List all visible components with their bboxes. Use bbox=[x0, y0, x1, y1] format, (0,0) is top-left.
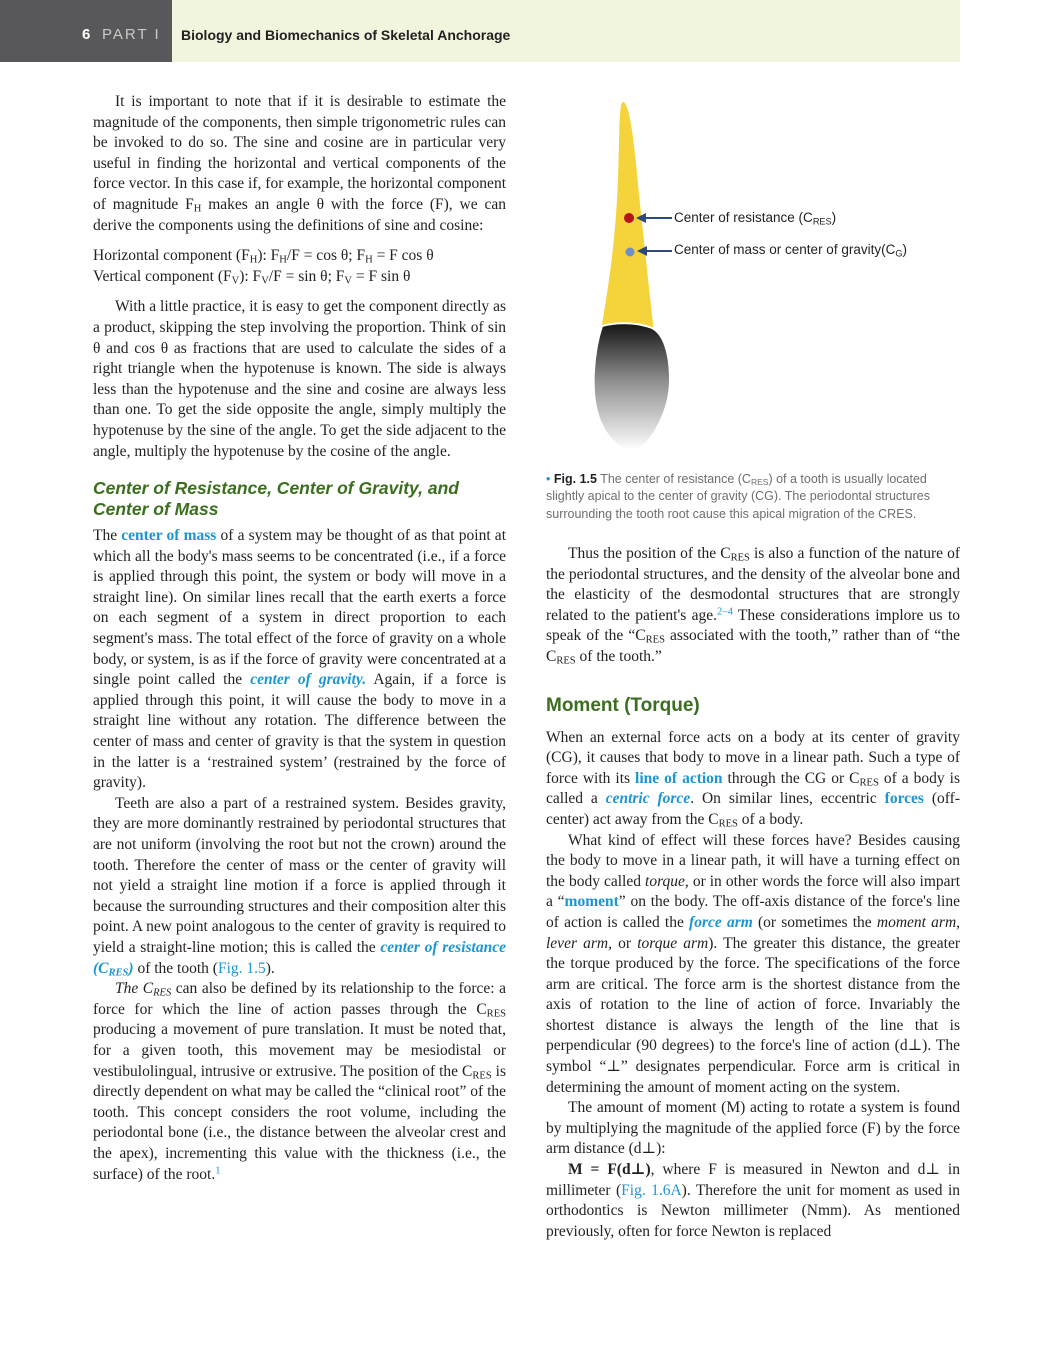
equation-vertical: Vertical component $(F_V)$: $F_V/F = \sin \theta$; $F_V = F$ sin θ bbox=[93, 267, 411, 287]
paragraph-teeth-restrained: Teeth are also a part of a restrained system. Besides gravity, they are more dominantly restrained by periodontal structures that are not uniform (involving the root but not the crown) around the tooth. Therefore the center of mass or the center of gravity will not yield a straight line motion if a force is applied through it because the surrounding structures and their composition alter this point. A new point analogous to the center of gravity is required to yield a straight-line motion; this is called the center of resistance $(C_{RES})$ of the tooth (Fig. 1.5). bbox=[93, 794, 506, 979]
section-heading-center-of-resistance: Center of Resistance, Center of Gravity, and Center of Mass bbox=[93, 478, 459, 520]
cg-dot bbox=[626, 248, 635, 257]
left-column bbox=[93, 92, 506, 1185]
ref-1-link[interactable]: 1 bbox=[215, 1165, 221, 1177]
equation-horizontal: Horizontal component $(F_H)$: $F_H/F = \cos \theta$; $F_H = F$ cos θ bbox=[93, 247, 434, 266]
paragraph-center-of-mass: The center of mass of a system may be thought of as that point at which all the body's mass seems to be concentrated (i.e., if a force is applied through this point, the system or body will move in a straight line). On similar lines recall that the earth exerts a force on each segment of a system in direct proportion to each segment's mass. The total effect of the force of gravity on a whole body, or system, is as if the force of gravity were concentrated at a single point called the center of gravity. Again, if a force is applied through this point, it will cause the body to move in a straight line without any rotation. The difference between the center of mass and center of gravity is that the system in question in the latter is a ‘restrained system’ (restrained by the force of gravity). bbox=[93, 527, 506, 792]
tooth-illustration bbox=[546, 90, 960, 460]
formula-moment: M = F(d⊥) bbox=[568, 1161, 651, 1179]
figure-caption: • Fig. 1.5 The center of resistance $(C_{RES})$ of a tooth is usually located slightly apical to the center of gravity (CG). The periodontal structures surrounding the tooth root cause this apical migration of the CRES. bbox=[546, 472, 930, 521]
paragraph-practice: With a little practice, it is easy to get the component directly as a product, skipping the step involving the proportion. Think of sin θ and cos θ as fractions that are used to calculate the sides of a right triangle when the hypotenuse is known. The side is always less than the hypotenuse and the sine and cosine are always less than one. To get the side opposite the angle, simply multiply the hypotenuse by the sine of the angle. To get the side adjacent to the angle, multiply the hypotenuse by the cosine of the angle. bbox=[93, 298, 506, 460]
running-title: Biology and Biomechanics of Skeletal Anchorage bbox=[181, 27, 511, 43]
term-center-of-resistance: center of resistance $(C_{RES})$ bbox=[93, 938, 506, 979]
fig-1-5-link[interactable]: Fig. 1.5 bbox=[217, 959, 266, 977]
paragraph-cres-position: Thus the position of the $C_{RES}$ is also a function of the nature of the periodontal structures, and the density of the alveolar bone and the elasticity of the desmodontal structures that are strongly related to the patient's age.$^{2-4}$ These considerations implore us to speak of the “$C_{RES}$ associated with the tooth,” rather than of “the $C_{RES}$ of the tooth.” bbox=[546, 545, 961, 667]
figure-1-5 bbox=[546, 90, 960, 460]
term-force-arm: force arm bbox=[689, 913, 753, 931]
page-number: 6 bbox=[82, 26, 91, 43]
term-forces: forces bbox=[884, 790, 924, 808]
term-center-of-gravity: center of gravity. bbox=[250, 671, 367, 689]
term-center-of-mass: center of mass bbox=[121, 527, 217, 545]
cres-dot bbox=[624, 213, 634, 223]
term-line-of-action: line of action bbox=[635, 769, 723, 787]
paragraph-trig: It is important to note that if it is desirable to estimate the magnitude of the components, then simple trigonometric rules can be invoked to do so. The sine and cosine are in particular very useful in finding the horizontal and vertical components of the force vector. In this case if, for example, the horizontal component of magnitude $F_H$ makes an angle θ with the force (F), we can derive the components using the definitions of sine and cosine: bbox=[93, 93, 506, 234]
paragraph-moment-amount: The amount of moment (M) acting to rotate a system is found by multiplying the magnitude of the applied force (F) by the force arm distance (d⊥): bbox=[546, 1099, 960, 1158]
caption-bullet: • bbox=[546, 472, 551, 486]
tooth-crown bbox=[594, 323, 670, 450]
part-label: PART I bbox=[102, 26, 161, 43]
running-header bbox=[0, 0, 960, 62]
section-heading-moment: Moment (Torque) bbox=[546, 694, 700, 716]
paragraph-centric-force: When an external force acts on a body at its center of gravity (CG), it causes that body to move in a linear path. Such a type of force with its line of action through the CG or $C_{RES}$ of a body is called a centric force. On similar lines, eccentric forces (off-center) act away from the $C_{RES}$ of a body. bbox=[546, 728, 960, 830]
term-centric-force: centric force bbox=[605, 790, 691, 808]
caption-label: Fig. 1.5 bbox=[553, 472, 597, 486]
term-moment: moment bbox=[564, 893, 619, 911]
ref-2-4-link[interactable]: 2–4 bbox=[717, 606, 733, 618]
paragraph-cres-definition: The $C_{RES}$ can also be defined by its relationship to the force: a force for which the line of action passes through the $C_{RES}$ producing a movement of pure translation. It must be noted that, for a given tooth, this movement may be mesiodistal or vestibulolingual, intrusive or extrusive. The position of the $C_{RES}$ is directly dependent on what may be called the “clinical root” of the tooth. This concept considers the root volume, including the periodontal bone (i.e., the distance between the alveolar crest and the apex), incrementing this value with the thickness (i.e., the surface) of the root.$^1$ bbox=[93, 980, 506, 1183]
fig-1-6a-link[interactable]: Fig. 1.6A bbox=[621, 1181, 682, 1199]
paragraph-moment-formula: M = F(d⊥), where F is measured in Newton and d⊥ in millimeter (Fig. 1.6A). Therefore the unit for moment as used in orthodontics is Newton millimeter (Nmm). As mentioned previously, often for force Newton is replaced bbox=[546, 1161, 961, 1240]
paragraph-torque: What kind of effect will these forces have? Besides causing the body to move in a linear path, it will have a turning effect on the body called torque, or in other words the force will also impart a “moment” on the body. The off-axis distance of the force's line of action is called the force arm (or sometimes the moment arm, lever arm, or torque arm). The greater this distance, the greater the torque produced by the force. The specifications of the force arm are critical. The force arm is the shortest distance from the axis of rotation to the line of action of force. Invariably the shortest distance is always the length of the line that is perpendicular (90 degrees) to the force's line of action (d⊥). The symbol “⊥” designates perpendicular. Force arm is critical in determining the amount of moment acting on the system. bbox=[546, 831, 961, 1096]
right-column bbox=[546, 544, 960, 1242]
callout-center-of-resistance: Center of resistance $(C_{RES})$ bbox=[674, 210, 837, 227]
callout-center-of-gravity: Center of mass or center of $gravity(C_G)$ bbox=[674, 242, 907, 259]
